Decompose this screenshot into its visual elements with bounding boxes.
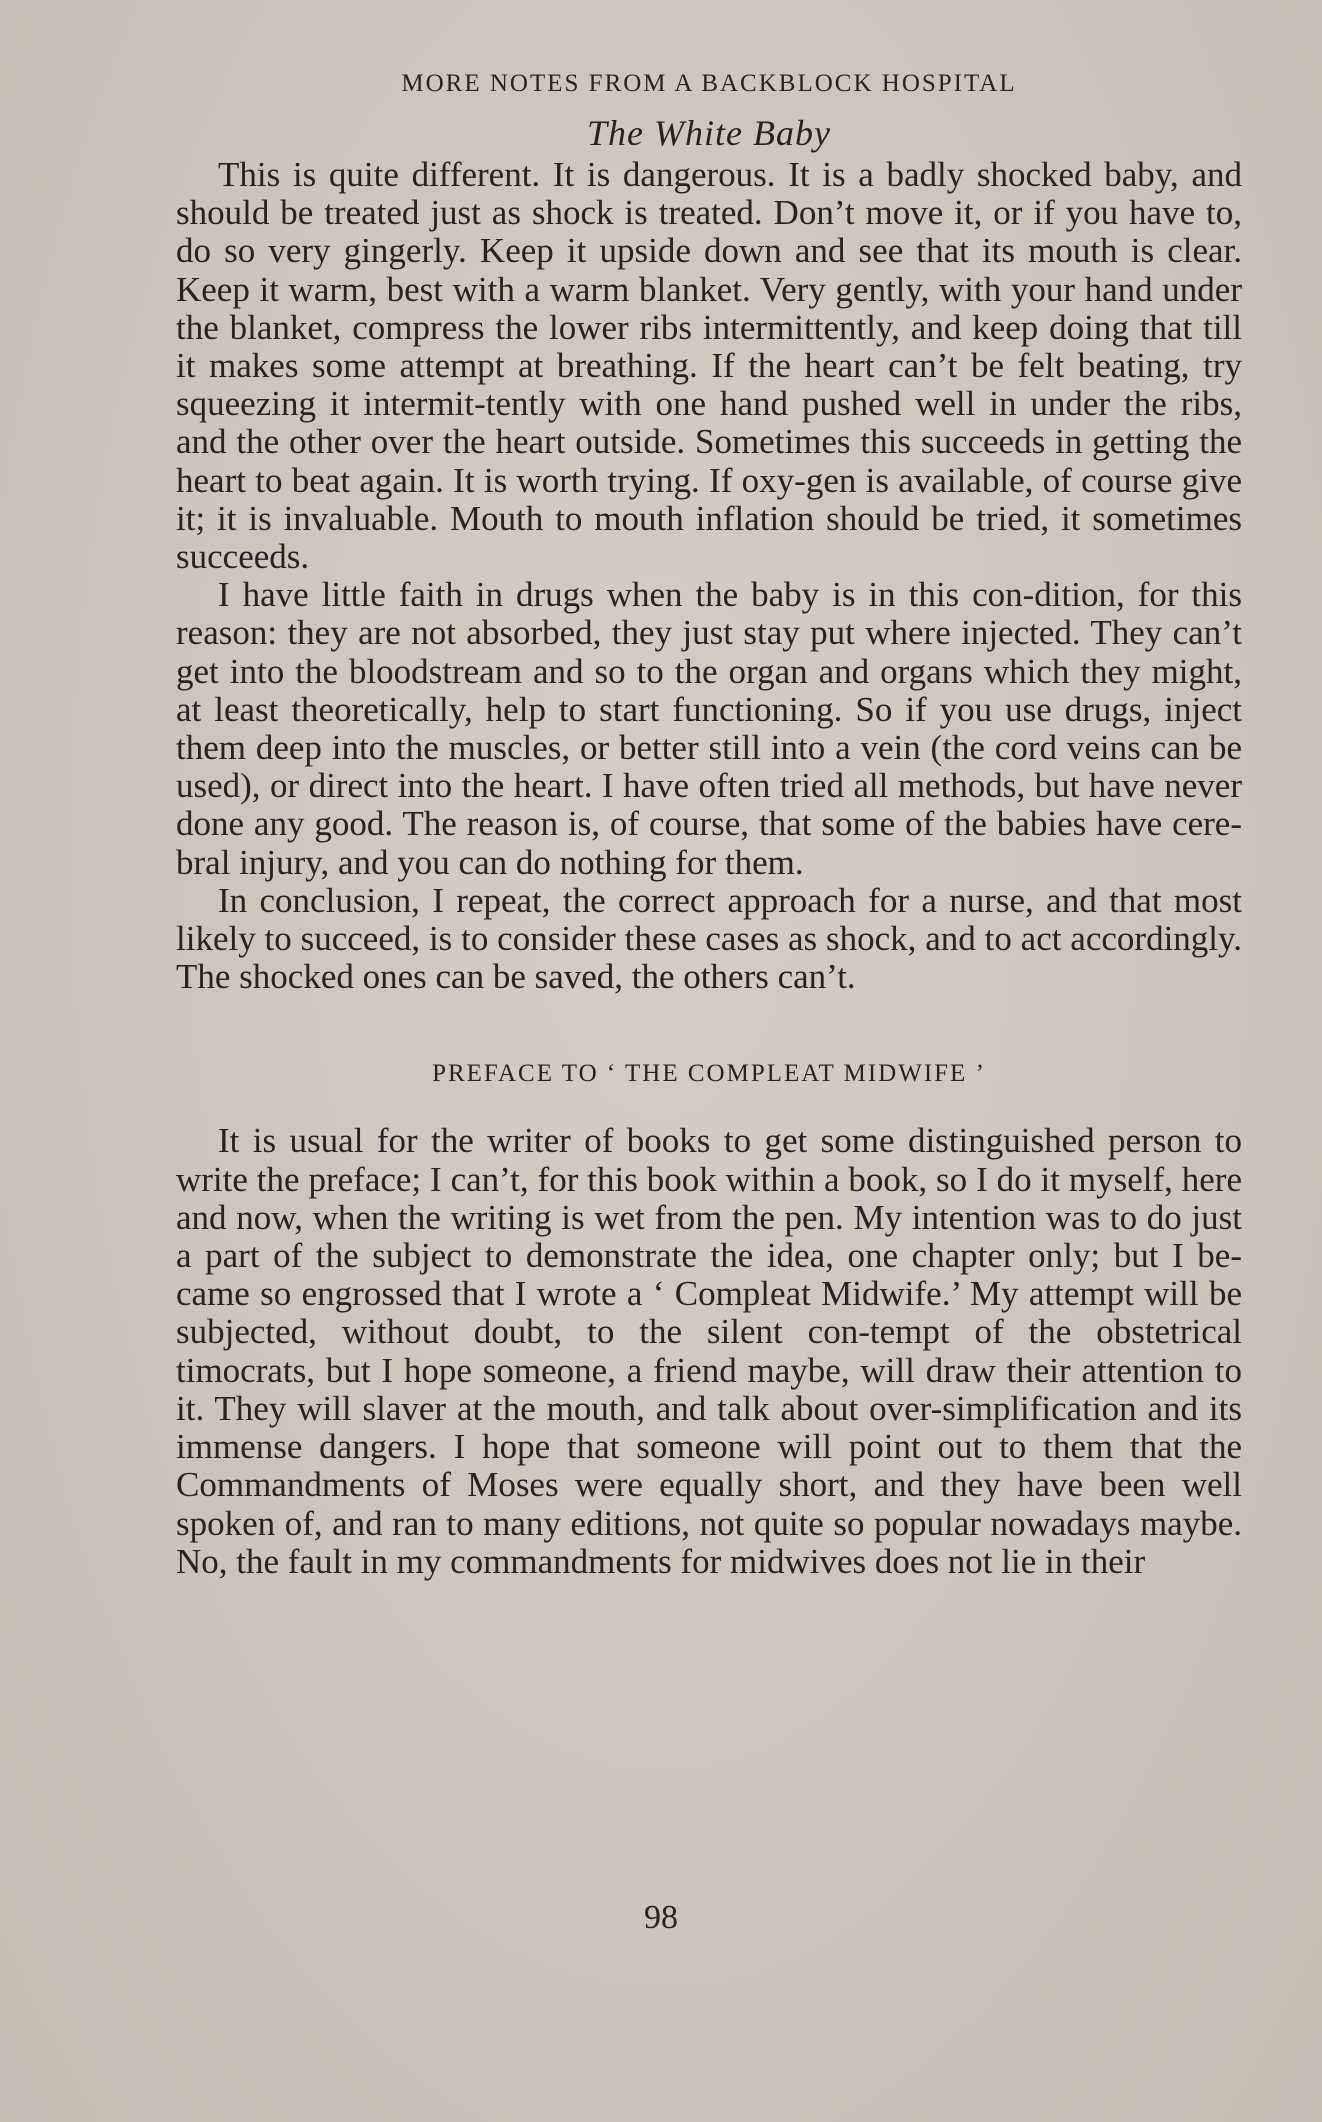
page-text-block bbox=[176, 66, 1242, 1581]
section-title: The White Baby bbox=[587, 113, 831, 153]
paragraph: In conclusion, I repeat, the correct approach for a nurse, and that most likely to succeed, is to consider these cases as shock, and to act accordingly. The shocked ones can be saved, the others can’t. bbox=[176, 880, 1242, 997]
paragraph: I have little faith in drugs when the baby is in this con-dition, for this reason: they are not absorbed, they just stay put where injected. They can’t get into the bloodstream and so to the organ and organs which they might, at least theoretically, help to start functioning. So if you use drugs, inject them deep into the muscles, or better still into a vein (the cord veins can be used), or direct into the heart. I have often tried all methods, but have never done any good. The reason is, of course, that some of the babies have cere-bral injury, and you can do nothing for them. bbox=[176, 575, 1242, 882]
paragraph: It is usual for the writer of books to get some distinguished person to write the preface; I can’t, for this book within a book, so I do it myself, here and now, when the writing is wet from the pen. My intention was to do just a part of the subject to demonstrate the idea, one chapter only; but I be-came so engrossed that I wrote a ‘ Compleat Midwife.’ My attempt will be subjected, without doubt, to the silent con-tempt of the obstetrical timocrats, but I hope someone, a friend maybe, will draw their attention to it. They will slaver at the mouth, and talk about over-simplification and its immense dangers. I hope that someone will point out to them that the Commandments of Moses were equally short, and they have been well spoken of, and ran to many editions, not quite so popular nowadays maybe. No, the fault in my commandments for midwives does not lie in their bbox=[176, 1121, 1242, 1581]
page-number: 98 bbox=[644, 1899, 678, 1936]
paragraph: This is quite different. It is dangerous. It is a badly shocked baby, and should be treated just as shock is treated. Don’t move it, or if you have to, do so very gingerly. Keep it upside down and see that its mouth is clear. Keep it warm, best with a warm blanket. Very gently, with your hand under the blanket, compress the lower ribs intermittently, and keep doing that till it makes some attempt at breathing. If the heart can’t be felt beating, try squeezing it intermit-tently with one hand pushed well in under the ribs, and the other over the heart outside. Sometimes this succeeds in getting the heart to beat again. It is worth trying. If oxy-gen is available, of course give it; it is invaluable. Mouth to mouth inflation should be tried, it sometimes succeeds. bbox=[176, 155, 1242, 577]
running-head: MORE NOTES FROM A BACKBLOCK HOSPITAL bbox=[401, 70, 1017, 97]
preface-heading: PREFACE TO ‘ THE COMPLEAT MIDWIFE ’ bbox=[432, 1060, 986, 1088]
